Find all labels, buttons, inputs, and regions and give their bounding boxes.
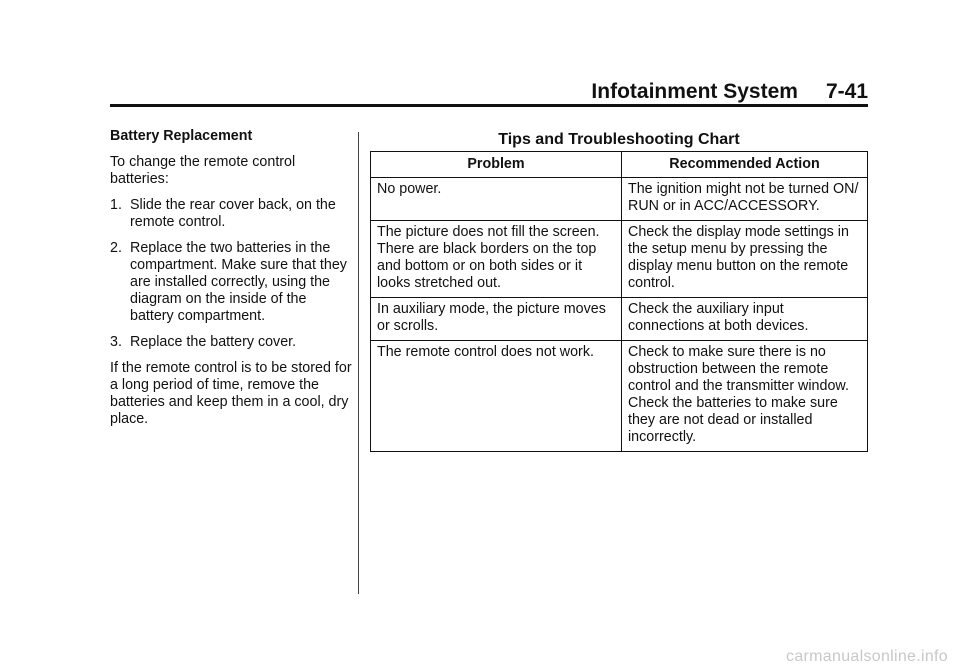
- chart-title: Tips and Troubleshooting Chart: [498, 131, 740, 148]
- problem-cell: The picture does not fill the screen. There are black borders on the top and bottom or on both sides or it looks stretched out.: [371, 221, 622, 298]
- step-number: 2.: [110, 240, 122, 256]
- section-title: Infotainment System: [591, 80, 798, 103]
- page-header: [591, 80, 868, 104]
- column-header-action: Recommended Action: [622, 152, 868, 178]
- table-row: [371, 298, 868, 341]
- step-text: Replace the two batteries in the compartment. Make sure that they are installed correctly, using the diagram on the inside of the battery compartment.: [130, 240, 347, 324]
- step-item: [110, 197, 352, 231]
- table-row: [371, 221, 868, 298]
- problem-cell: In auxiliary mode, the picture moves or scrolls.: [371, 298, 622, 341]
- header-rule: [110, 104, 868, 107]
- storage-note: If the remote control is to be stored for a long period of time, remove the batteries and keep them in a cool, dry place.: [110, 360, 352, 427]
- step-item: [110, 334, 352, 351]
- problem-cell: No power.: [371, 178, 622, 221]
- step-number: 1.: [110, 197, 122, 213]
- action-cell: The ignition might not be turned ON/ RUN or in ACC/ACCESSORY.: [622, 178, 868, 221]
- column-header-problem: Problem: [371, 152, 622, 178]
- subheading: Battery Replacement: [110, 128, 253, 144]
- intro-paragraph: To change the remote control batteries:: [110, 154, 296, 187]
- action-cell: Check to make sure there is no obstruction between the remote control and the transmitter window. Check the batteries to make sure they are not dead or installed incorrectly.: [622, 341, 868, 452]
- column-divider: [358, 132, 359, 594]
- table-row: [371, 178, 868, 221]
- step-text: Replace the battery cover.: [130, 334, 297, 350]
- step-item: [110, 240, 352, 325]
- watermark: carmanualsonline.info: [786, 648, 948, 665]
- problem-cell: The remote control does not work.: [371, 341, 622, 452]
- page-number: 7-41: [825, 80, 868, 103]
- step-number: 3.: [110, 334, 122, 350]
- step-text: Slide the rear cover back, on the remote control.: [130, 197, 336, 230]
- action-cell: Check the auxiliary input connections at both devices.: [622, 298, 868, 341]
- battery-replacement-section: [110, 128, 352, 437]
- action-cell: Check the display mode settings in the setup menu by pressing the display menu button on the remote control.: [622, 221, 868, 298]
- troubleshooting-table: [370, 151, 868, 452]
- table-header-row: [371, 152, 868, 178]
- table-row: [371, 341, 868, 452]
